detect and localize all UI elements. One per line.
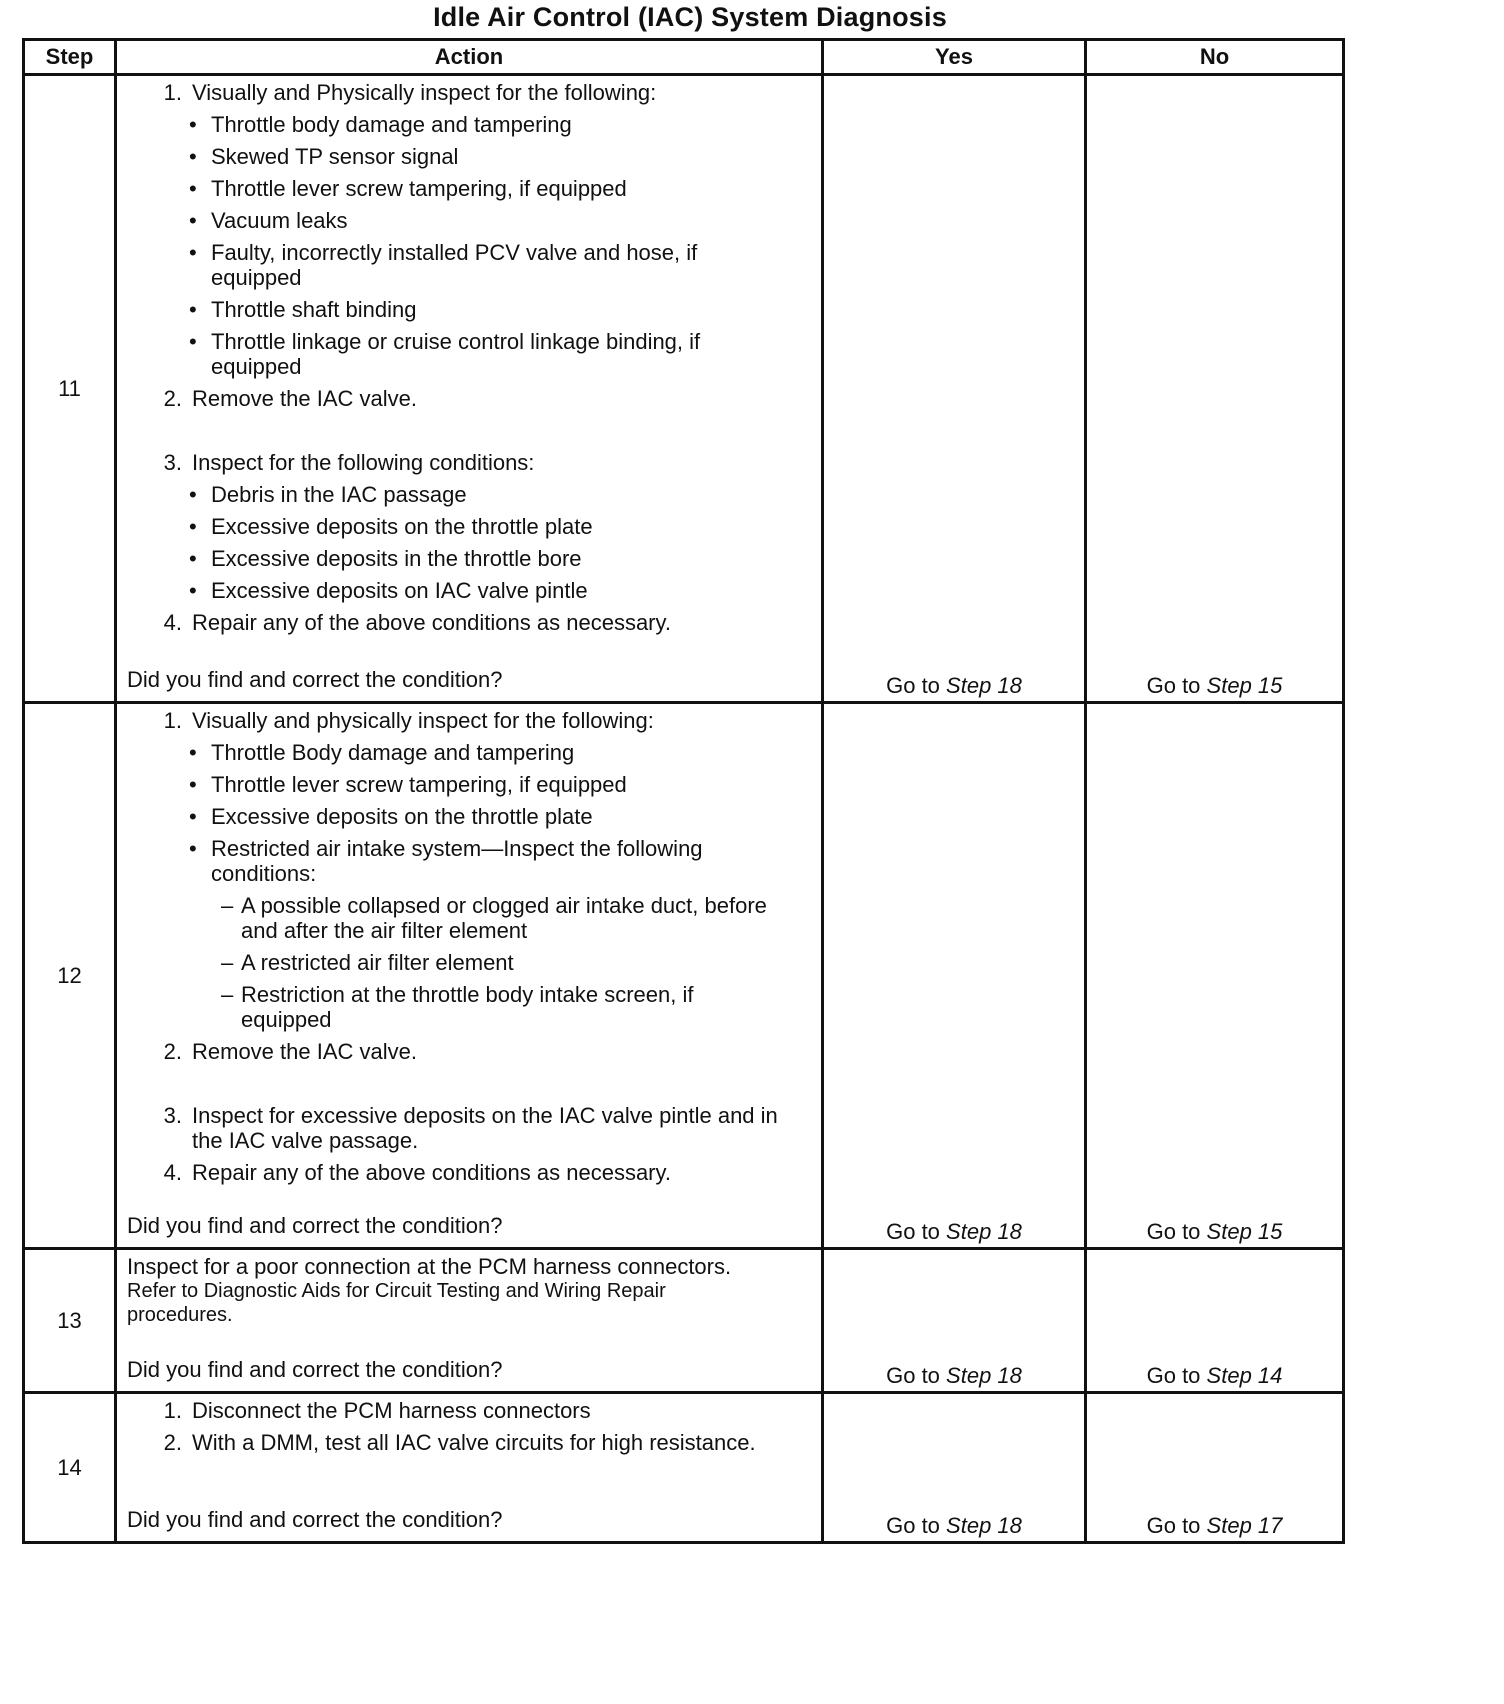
list-item: 1. Disconnect the PCM harness connectors — [163, 1398, 591, 1423]
dash-item: – A possible collapsed or clogged air intake duct, before and after the air filter element — [221, 893, 767, 943]
dash-item: – Restriction at the throttle body intake screen, if equipped — [221, 982, 694, 1032]
yes-target: Step 18 — [946, 1513, 1022, 1538]
list-item: 2. Remove the IAC valve. — [163, 386, 417, 411]
action-cell — [116, 703, 823, 1249]
goto-prefix: Go to — [886, 1513, 940, 1538]
yes-target: Step 18 — [946, 1219, 1022, 1244]
header-no: No — [1086, 40, 1344, 75]
bullet-item: • Excessive deposits in the throttle bore — [189, 546, 582, 571]
bullet-item: • Skewed TP sensor signal — [189, 144, 459, 169]
action-text: Inspect for a poor connection at the PCM harness connectors. — [127, 1254, 732, 1279]
yes-cell — [823, 1393, 1086, 1543]
yes-cell — [823, 75, 1086, 703]
goto-prefix: Go to — [1146, 1513, 1201, 1538]
yes-target: Step 18 — [946, 1363, 1022, 1388]
yes-cell — [823, 1249, 1086, 1393]
step-number: 13 — [24, 1249, 116, 1393]
bullet-item: • Throttle linkage or cruise control linkage binding, if equipped — [189, 329, 701, 379]
no-cell — [1086, 1393, 1344, 1543]
question-text: Did you find and correct the condition? — [127, 1507, 503, 1532]
table-row-step-11 — [24, 75, 1344, 703]
list-item: 3. Inspect for excessive deposits on the IAC valve pintle and in the IAC valve passage. — [163, 1103, 778, 1153]
goto-prefix: Go to — [886, 1219, 940, 1244]
yes-cell — [823, 703, 1086, 1249]
list-item: 4. Repair any of the above conditions as necessary. — [163, 610, 671, 635]
no-target: Step 15 — [1206, 1219, 1283, 1244]
table-header-row — [24, 40, 1344, 75]
goto-prefix: Go to — [886, 673, 940, 698]
bullet-item: • Throttle shaft binding — [189, 297, 417, 322]
no-cell — [1086, 75, 1344, 703]
list-item: 2. Remove the IAC valve. — [163, 1039, 417, 1064]
bullet-item: • Faulty, incorrectly installed PCV valve and hose, if equipped — [189, 240, 698, 290]
yes-target: Step 18 — [946, 673, 1022, 698]
action-note: Refer to Diagnostic Aids for Circuit Testing and Wiring Repair procedures. — [127, 1280, 666, 1326]
bullet-item: • Throttle Body damage and tampering — [189, 740, 575, 765]
action-cell — [116, 75, 823, 703]
diagnosis-table — [22, 38, 1345, 1544]
step-number: 12 — [24, 703, 116, 1249]
table-row-step-14 — [24, 1393, 1344, 1543]
bullet-item: • Excessive deposits on the throttle plate — [189, 804, 593, 829]
table-row-step-13 — [24, 1249, 1344, 1393]
no-target: Step 14 — [1206, 1363, 1283, 1388]
bullet-item: • Throttle lever screw tampering, if equipped — [189, 176, 627, 201]
list-item: 1. Visually and physically inspect for the following: — [163, 708, 654, 733]
header-step: Step — [24, 40, 116, 75]
bullet-item: • Excessive deposits on the throttle plate — [189, 514, 593, 539]
page-title: Idle Air Control (IAC) System Diagnosis — [433, 2, 947, 32]
header-action: Action — [116, 40, 823, 75]
list-item: 3. Inspect for the following conditions: — [163, 450, 535, 475]
step-number: 14 — [24, 1393, 116, 1543]
goto-prefix: Go to — [1146, 673, 1201, 698]
step-number: 11 — [24, 75, 116, 703]
list-item: 1. Visually and Physically inspect for the following: — [163, 80, 657, 105]
bullet-item: • Excessive deposits on IAC valve pintle — [189, 578, 588, 603]
list-item: 4. Repair any of the above conditions as necessary. — [163, 1160, 671, 1185]
action-cell — [116, 1249, 823, 1393]
header-yes: Yes — [823, 40, 1086, 75]
bullet-item: • Throttle body damage and tampering — [189, 112, 572, 137]
list-item: 2. With a DMM, test all IAC valve circuits for high resistance. — [163, 1430, 756, 1455]
table-row-step-12 — [24, 703, 1344, 1249]
no-cell — [1086, 1249, 1344, 1393]
goto-prefix: Go to — [1146, 1363, 1201, 1388]
action-cell — [116, 1393, 823, 1543]
no-cell — [1086, 703, 1344, 1249]
goto-prefix: Go to — [886, 1363, 940, 1388]
bullet-item: • Throttle lever screw tampering, if equipped — [189, 772, 627, 797]
bullet-item: • Restricted air intake system—Inspect the following conditions: — [189, 836, 703, 886]
question-text: Did you find and correct the condition? — [127, 1213, 503, 1238]
bullet-item: • Debris in the IAC passage — [189, 482, 467, 507]
no-target: Step 17 — [1206, 1513, 1283, 1538]
bullet-item: • Vacuum leaks — [189, 208, 348, 233]
question-text: Did you find and correct the condition? — [127, 667, 503, 692]
question-text: Did you find and correct the condition? — [127, 1357, 503, 1382]
goto-prefix: Go to — [1146, 1219, 1201, 1244]
no-target: Step 15 — [1206, 673, 1283, 698]
dash-item: – A restricted air filter element — [221, 950, 514, 975]
